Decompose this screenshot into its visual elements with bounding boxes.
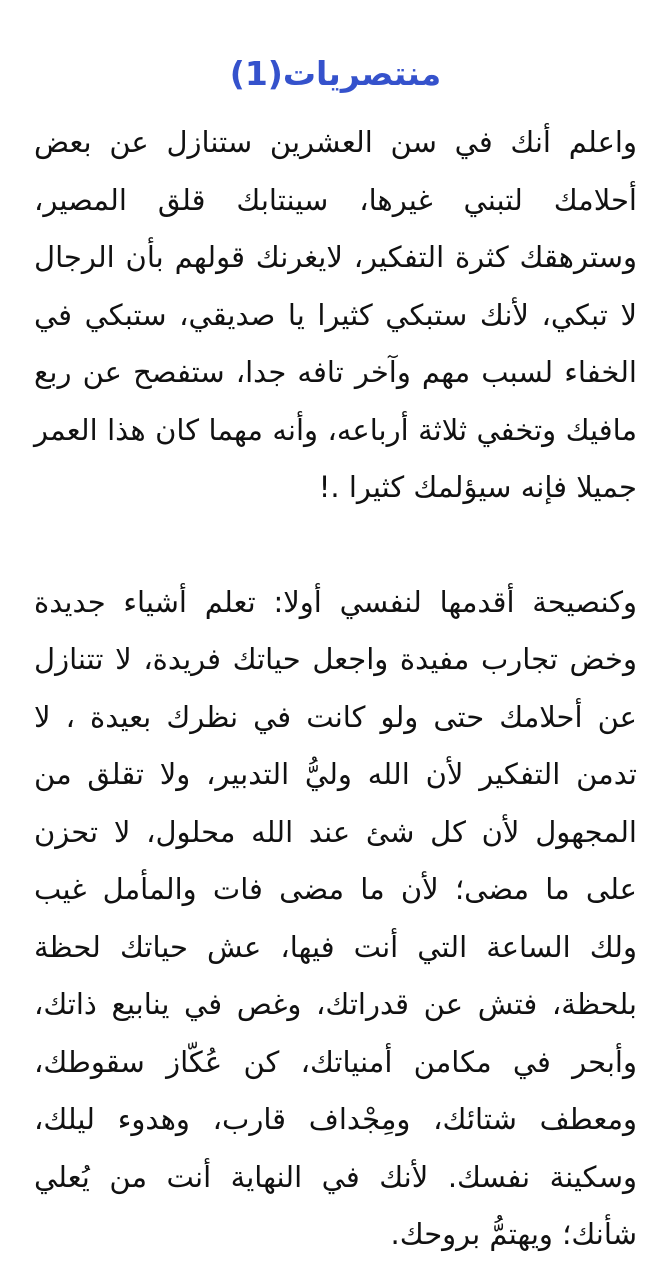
paragraph-2: وكنصيحة أقدمها لنفسي أولا: تعلم أشياء جديدة وخض تجارب مفيدة واجعل حياتك فريدة، لا تتنازل عن أحلامك حتى ولو كانت في نظرك بعيدة ، لا تدمن التفكير لأن الله وليُّ التدبير، ولا تقلق من المجهول لأن كل شئ عند الله محلول، لا تحزن على ما مضى؛ لأن ما مضى فات والمأمل غيب ولك الساعة التي أنت فيها، عش حياتك لحظة بلحظة، فتش عن قدراتك، وغص في ينابيع ذاتك، وأبحر في مكامن أمنياتك، كن عُكّاز سقوطك، ومعطف شتائك، ومِجْداف قارب، وهدوء ليلك، وسكينة نفسك. لأنك في النهاية أنت من يُعلي شأنك؛ ويهتمُّ بروحك. [34,584,637,1251]
paragraph-1: واعلم أنك في سن العشرين ستنازل عن بعض أحلامك لتبني غيرها، سينتابك قلق المصير، وسترهقك كثرة التفكير، لايغرنك قولهم بأن الرجال لا تبكي، لأنك ستبكي كثيرا يا صديقي، ستبكي في الخفاء لسبب مهم وآخر تافه جدا، ستفصح عن ربع مافيك وتخفي ثلاثة أرباعه، وأنه مهما كان هذا العمر جميلا فإنه سيؤلمك كثيرا .! [34,125,637,504]
document-title: منتصريات(1) [229,54,442,93]
